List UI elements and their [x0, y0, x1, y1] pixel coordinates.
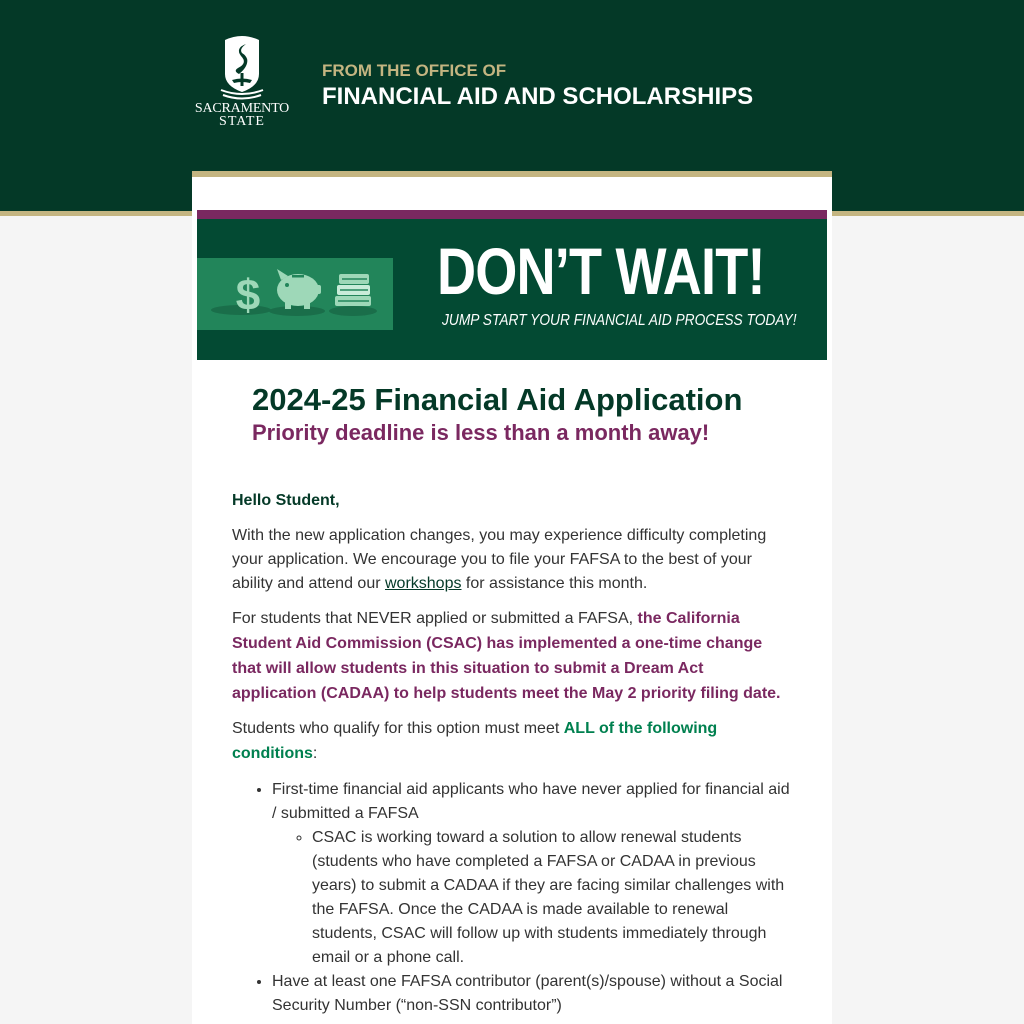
list-item: • Have at least one FAFSA contributor (parent(s)/spouse) without a Social Security Number (“non-SSN contributor”): [272, 970, 792, 1018]
card-gold-line: [192, 171, 832, 177]
office-label: FROM THE OFFICE OF: [322, 61, 507, 80]
paragraph-text: Students who qualify for this option must meet: [232, 720, 564, 737]
conditions-list: [232, 778, 792, 1018]
logo-wordmark-line2: STATE: [219, 114, 265, 129]
email-headline: [252, 381, 812, 447]
paragraph-text: With the new application changes, you may experience difficulty completing your application. We encourage you to file your FAFSA to the best of your ability and attend our: [232, 527, 767, 592]
piggy-bank-icon: [269, 269, 325, 316]
list-item: [272, 778, 792, 970]
sacramento-state-logo: [192, 34, 292, 138]
email-body: [232, 489, 792, 1018]
page-subtitle: Priority deadline is less than a month away!: [252, 420, 710, 445]
office-heading: [322, 61, 753, 112]
paragraph-text: for assistance this month.: [461, 575, 648, 592]
paragraph-text: For students that NEVER applied or submitted a FAFSA,: [232, 610, 638, 627]
greeting: Hello Student,: [232, 492, 340, 509]
conditions-emphasis: ALL of the following conditions: [232, 720, 718, 762]
logo-wordmark-line1: SACRAMENTO: [194, 101, 290, 116]
workshops-link[interactable]: workshops: [385, 575, 462, 592]
books-icon: [329, 274, 377, 316]
banner-headline: DON’T WAIT!: [437, 234, 765, 308]
cadaa-emphasis: the California Student Aid Commission (CSAC) has implemented a one-time change that will allow students in this situation to submit a Dream Act application (CADAA) to help students meet the May 2 priority filing date.: [232, 610, 781, 702]
paragraph-workshops: [232, 524, 792, 596]
banner-icons: [197, 258, 393, 330]
svg-text:$: $: [235, 271, 261, 320]
paragraph-cadaa: [232, 606, 792, 706]
page-title: 2024-25 Financial Aid Application: [252, 382, 743, 417]
hornet-shield-icon: [219, 34, 265, 100]
promo-banner: [197, 210, 827, 360]
sub-conditions-list: [272, 826, 792, 970]
paragraph-conditions: [232, 716, 792, 766]
banner-purple-stripe: [197, 210, 827, 219]
banner-tagline: JUMP START YOUR FINANCIAL AID PROCESS TODAY!: [442, 312, 797, 329]
dollar-icon: [211, 271, 271, 320]
condition-text: First-time financial aid applicants who have never applied for financial aid / submitted a FAFSA: [272, 781, 790, 822]
paragraph-text: :: [312, 745, 318, 762]
list-item: ◦ CSAC is working toward a solution to allow renewal students (students who have completed a FAFSA or CADAA in previous years) to submit a CADAA if they are facing similar challenges with the FAFSA. Once the CADAA is made available to renewal students, CSAC will follow up with students immediately through email or a phone call.: [312, 826, 792, 970]
office-name: FINANCIAL AID AND SCHOLARSHIPS: [322, 83, 754, 110]
banner-icon-box: [197, 258, 393, 330]
email-card: [192, 171, 832, 1024]
